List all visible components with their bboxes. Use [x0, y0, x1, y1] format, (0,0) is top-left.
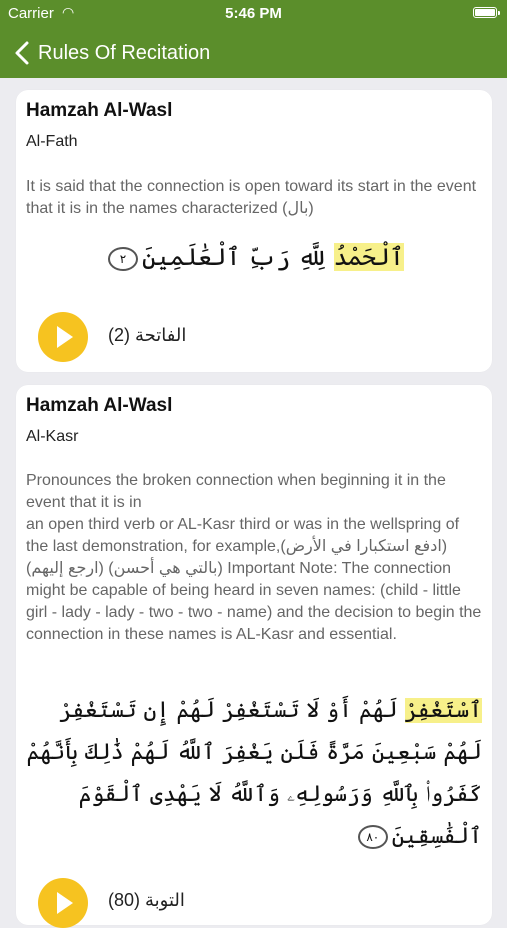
verse-highlight: ٱلْحَمْدُ [333, 243, 404, 271]
play-button[interactable] [38, 312, 88, 362]
verse-rest: لِلَّهِ رَبِّ ٱلْعَٰلَمِينَ [142, 243, 334, 271]
verse-highlight: ٱسْتَغْفِرْ [404, 698, 482, 723]
verse-text [26, 690, 482, 858]
rule-subtitle: Al-Fath [26, 133, 78, 150]
chevron-left-icon [12, 38, 34, 68]
status-bar [0, 0, 507, 28]
rule-card [16, 385, 492, 925]
navigation-bar [0, 28, 507, 78]
surah-reference: الفاتحة (2) [108, 325, 187, 345]
ayah-number-icon: ٢ [108, 247, 138, 271]
back-button[interactable] [12, 38, 210, 68]
wifi-icon: ◠ [62, 4, 75, 20]
rule-description: It is said that the connection is open toward its start in the event that it is in the names characterized (بال) [26, 178, 477, 217]
rule-card [16, 90, 492, 372]
ayah-number-icon: ٨٠ [358, 825, 388, 849]
surah-reference: التوبة (80) [108, 890, 185, 910]
verse-text [26, 240, 482, 274]
battery-icon [473, 7, 497, 18]
play-button[interactable] [38, 878, 88, 928]
rule-description: Pronounces the broken connection when beginning it in the event that it is in an open third verb or AL-Kasr third or was in the wellspring of the last demonstration, for example,(ادفع استكبارا في الأرض) (ارجع إليهم) (بالتي هي أحسن) Important Note: The connection might be capable of being heard in seven names: (child - little girl - lady - lady - two - two - name) and the decision to begin the connection in these names is AL-Kasr and essential. [26, 472, 482, 643]
verse-rest: لَهُمْ أَوْ لَا تَسْتَغْفِرْ لَهُمْ إِن تَسْتَغْفِرْ لَهُمْ سَبْعِينَ مَرَّةً فَلَن يَغْفِرَ ٱللَّهُ لَهُمْ ذَٰلِكَ بِأَنَّهُمْ كَفَرُوا۟ بِٱللَّهِ وَرَسُولِهِۦ وَٱللَّهُ لَا يَهْدِى ٱلْقَوْمَ ٱلْفَٰسِقِينَ [26, 698, 482, 849]
rule-title: Hamzah Al-Wasl [26, 100, 173, 121]
carrier-label: Carrier [8, 5, 54, 22]
nav-title: Rules Of Recitation [38, 41, 211, 64]
rule-subtitle: Al-Kasr [26, 428, 79, 445]
rule-title: Hamzah Al-Wasl [26, 395, 173, 416]
status-time: 5:46 PM [225, 5, 282, 22]
